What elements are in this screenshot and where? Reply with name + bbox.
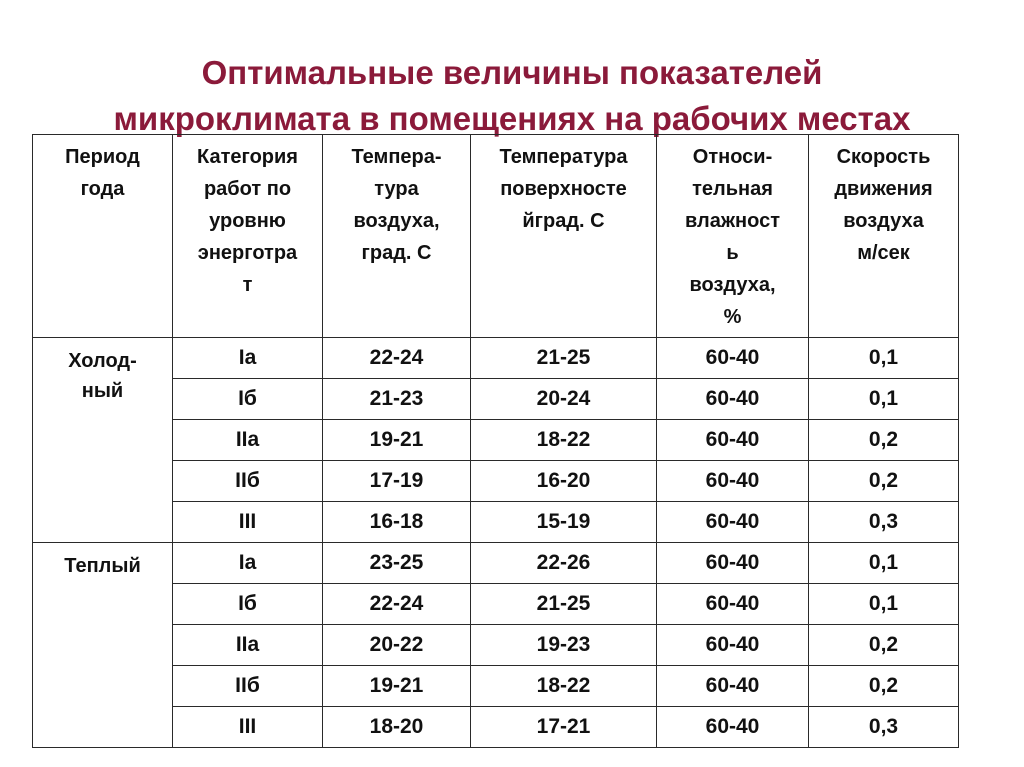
header-line: воздуха, [353, 210, 440, 232]
header-line: тельная [692, 178, 773, 200]
period-line: ный [81, 380, 124, 402]
cell-humidity: 60-40 [657, 502, 809, 543]
cell-air-temp: 21-23 [323, 379, 471, 420]
column-header-air-temperature [323, 135, 471, 338]
column-header-period [33, 135, 173, 338]
column-header-relative-humidity [657, 135, 809, 338]
cell-humidity: 60-40 [657, 707, 809, 748]
cell-category: III [173, 707, 323, 748]
header-line: % [723, 306, 742, 328]
header-line: ь [726, 242, 739, 264]
cell-air-speed: 0,1 [809, 584, 959, 625]
cell-humidity: 60-40 [657, 379, 809, 420]
cell-air-speed: 0,1 [809, 379, 959, 420]
cell-category: Ia [173, 543, 323, 584]
cell-air-speed: 0,3 [809, 502, 959, 543]
cell-surface-temp: 22-26 [471, 543, 657, 584]
title-line-1: Оптимальные величины показателей [201, 54, 823, 91]
cell-surface-temp: 18-22 [471, 420, 657, 461]
header-line: м/сек [857, 242, 910, 264]
cell-air-temp: 19-21 [323, 420, 471, 461]
cell-category: Iб [173, 584, 323, 625]
cell-air-temp: 22-24 [323, 338, 471, 379]
cell-category: IIa [173, 625, 323, 666]
header-line: года [80, 178, 125, 200]
period-line: Теплый [64, 555, 141, 577]
cell-air-temp: 22-24 [323, 584, 471, 625]
header-line: йград. С [522, 210, 605, 232]
column-header-work-category [173, 135, 323, 338]
cell-air-temp: 20-22 [323, 625, 471, 666]
cell-surface-temp: 16-20 [471, 461, 657, 502]
cell-air-speed: 0,2 [809, 625, 959, 666]
page-title [0, 50, 1024, 142]
header-line: воздуха [843, 210, 924, 232]
cell-category: Iб [173, 379, 323, 420]
cell-humidity: 60-40 [657, 543, 809, 584]
header-row [33, 135, 959, 338]
cell-air-temp: 23-25 [323, 543, 471, 584]
header-line: Скорость [836, 146, 931, 168]
cell-air-temp: 19-21 [323, 666, 471, 707]
cell-category: IIб [173, 666, 323, 707]
cell-humidity: 60-40 [657, 584, 809, 625]
header-line: Температура [499, 146, 628, 168]
cell-surface-temp: 20-24 [471, 379, 657, 420]
cell-air-speed: 0,1 [809, 543, 959, 584]
cell-air-temp: 18-20 [323, 707, 471, 748]
header-line: уровню [209, 210, 286, 232]
cell-air-temp: 16-18 [323, 502, 471, 543]
microclimate-table [32, 134, 959, 748]
table-body [33, 338, 959, 748]
period-cell [33, 338, 173, 543]
cell-air-temp: 17-19 [323, 461, 471, 502]
cell-air-speed: 0,2 [809, 420, 959, 461]
column-header-air-speed [809, 135, 959, 338]
header-line: Категория [197, 146, 298, 168]
header-line: работ по [203, 178, 292, 200]
title-line-2: микроклимата в помещениях на рабочих местах [113, 100, 911, 137]
cell-humidity: 60-40 [657, 420, 809, 461]
cell-air-speed: 0,2 [809, 666, 959, 707]
cell-air-speed: 0,1 [809, 338, 959, 379]
period-cell [33, 543, 173, 748]
cell-surface-temp: 21-25 [471, 584, 657, 625]
cell-surface-temp: 19-23 [471, 625, 657, 666]
header-line: т [242, 274, 253, 296]
header-line: Относи- [692, 146, 773, 168]
header-line: Темпера- [351, 146, 442, 168]
header-line: влажност [685, 210, 780, 232]
cell-surface-temp: 21-25 [471, 338, 657, 379]
table-row [33, 338, 959, 379]
cell-humidity: 60-40 [657, 338, 809, 379]
header-line: энерготра [197, 242, 298, 264]
column-header-surface-temperature [471, 135, 657, 338]
cell-humidity: 60-40 [657, 625, 809, 666]
table-row [33, 543, 959, 584]
header-line: воздуха, [689, 274, 776, 296]
header-line: Период [65, 146, 140, 168]
cell-surface-temp: 17-21 [471, 707, 657, 748]
cell-humidity: 60-40 [657, 666, 809, 707]
header-line: поверхносте [500, 178, 627, 200]
cell-surface-temp: 15-19 [471, 502, 657, 543]
cell-category: IIб [173, 461, 323, 502]
cell-category: IIa [173, 420, 323, 461]
cell-category: Ia [173, 338, 323, 379]
cell-humidity: 60-40 [657, 461, 809, 502]
cell-surface-temp: 18-22 [471, 666, 657, 707]
cell-category: III [173, 502, 323, 543]
cell-air-speed: 0,2 [809, 461, 959, 502]
header-line: град. С [361, 242, 432, 264]
period-line: Холод- [68, 350, 137, 372]
header-line: движения [834, 178, 933, 200]
header-line: тура [374, 178, 419, 200]
cell-air-speed: 0,3 [809, 707, 959, 748]
